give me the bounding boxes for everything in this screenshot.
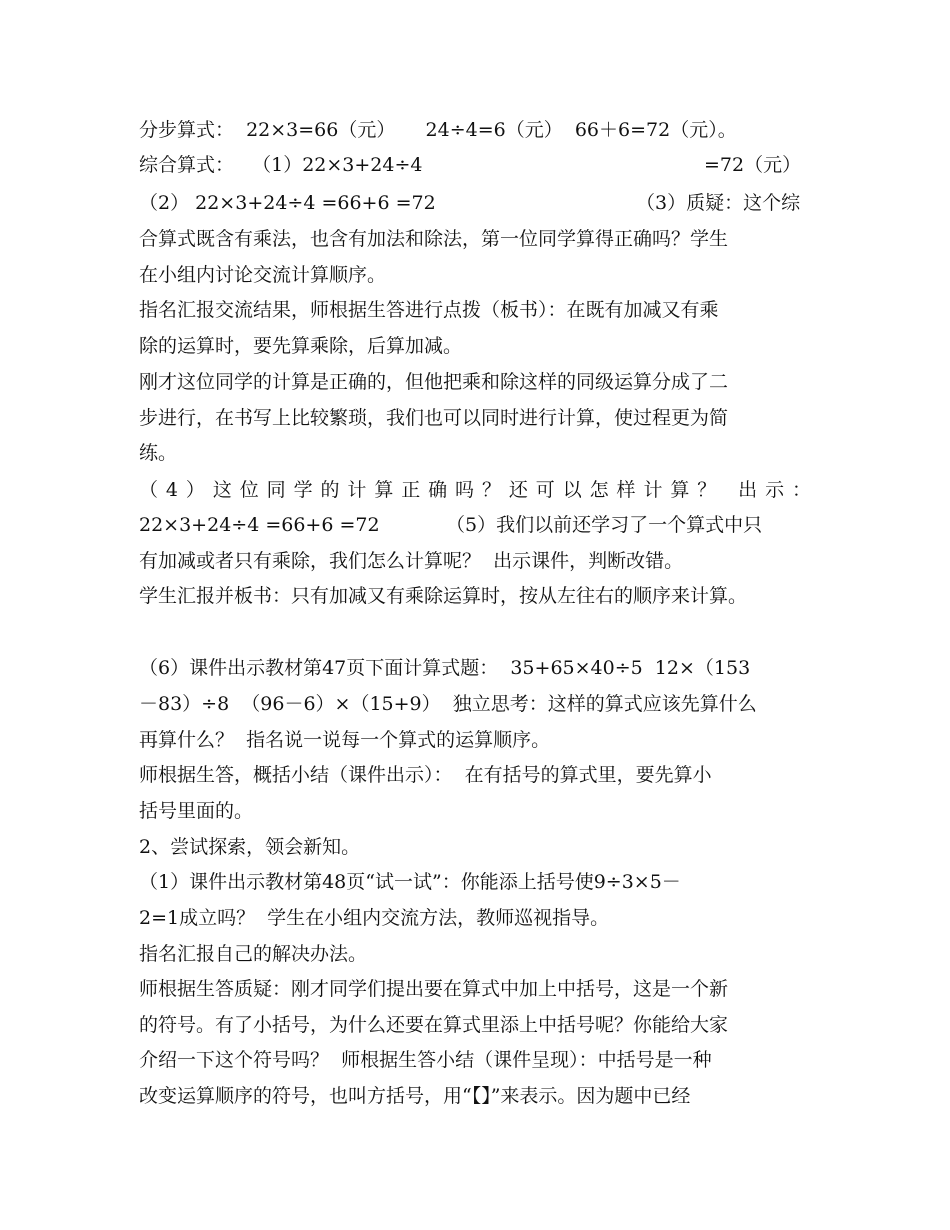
text-line-step-2: （2） 22×3+24÷4 =66+6 =72 — [139, 192, 436, 214]
text-line: 再算什么？ 指名说一说每一个算式的运算顺序。 — [139, 729, 551, 751]
text-line: －83）÷8 （96－6）×（15+9） 独立思考：这样的算式应该先算什么 — [139, 693, 757, 715]
section-heading: 2、尝试探索，领会新知。 — [139, 836, 361, 858]
text-line: 指名汇报交流结果，师根据生答进行点拨（板书）：在既有加减又有乘 — [139, 299, 719, 321]
text-line: 的符号。有了小括号，为什么还要在算式里添上中括号呢？你能给大家 — [139, 1014, 729, 1036]
text-line: 2=1成立吗？ 学生在小组内交流方法，教师巡视指导。 — [139, 907, 610, 929]
text-line: 介绍一下这个符号吗？ 师根据生答小结（课件呈现）：中括号是一种 — [139, 1049, 712, 1071]
text-line-step-3-start: （3）质疑：这个综 — [636, 192, 801, 214]
text-line: 在小组内讨论交流计算顺序。 — [139, 264, 387, 286]
text-line: 改变运算顺序的符号，也叫方括号，用“【】”来表示。因为题中已经 — [139, 1085, 691, 1107]
text-line-question-4: （4）这位同学的计算正确吗？还可以怎样计算？ 出示： — [139, 479, 811, 501]
text-line: 指名汇报自己的解决办法。 — [139, 943, 368, 965]
text-line: 练。 — [139, 442, 178, 464]
text-line: 22×3+24÷4 =66+6 =72 （5）我们以前还学习了一个算式中只 — [139, 514, 763, 536]
text-line: 步进行，在书写上比较繁琐，我们也可以同时进行计算，使过程更为简 — [139, 407, 729, 429]
text-line: 师根据生答，概括小结（课件出示）： 在有括号的算式里，要先算小 — [139, 764, 712, 786]
text-line: （1）课件出示教材第48页“试一试”：你能添上括号使9÷3×5－ — [139, 871, 681, 893]
text-line-step-formula: 分步算式： 22×3=66（元） 24÷4=6（元） 66＋6=72（元）。 — [139, 119, 737, 141]
text-line: 除的运算时，要先算乘除，后算加减。 — [139, 335, 463, 357]
text-line: 刚才这位同学的计算是正确的，但他把乘和除这样的同级运算分成了二 — [139, 371, 729, 393]
text-line-combined-formula: 综合算式： （1）22×3+24÷4 — [139, 154, 423, 176]
text-line: 有加减或者只有乘除，我们怎么计算呢？ 出示课件，判断改错。 — [139, 550, 684, 572]
text-line: 合算式既含有乘法，也含有加法和除法，第一位同学算得正确吗？学生 — [139, 228, 729, 250]
text-line: （6）课件出示教材第47页下面计算式题： 35+65×40÷5 12×（153 — [139, 657, 751, 679]
text-line: 学生汇报并板书：只有加减又有乘除运算时，按从左往右的顺序来计算。 — [139, 585, 748, 607]
text-line: 师根据生答质疑：刚才同学们提出要在算式中加上中括号，这是一个新 — [139, 978, 729, 1000]
text-line-combined-result: =72（元） — [704, 154, 802, 176]
text-line: 括号里面的。 — [139, 800, 254, 822]
